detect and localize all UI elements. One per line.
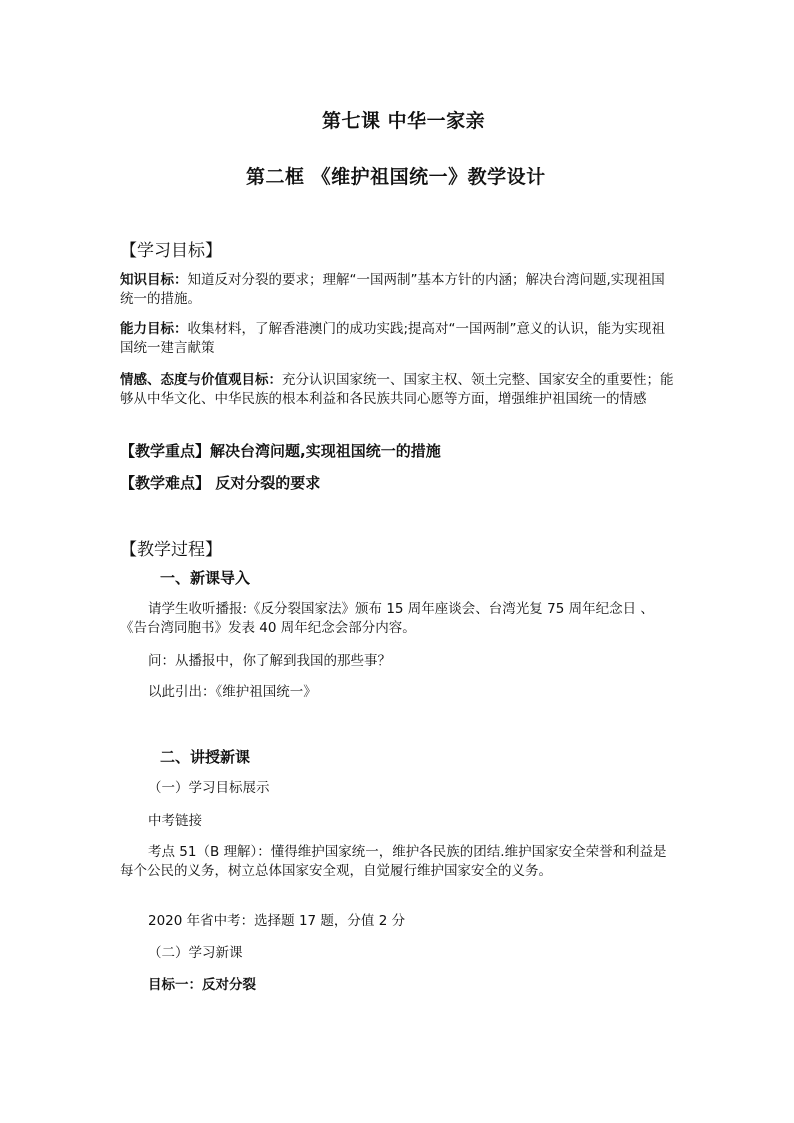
- ability-objective: [120, 320, 676, 358]
- objectives-heading: 【学习目标】: [120, 241, 222, 261]
- difficulty-text: 反对分裂的要求: [210, 474, 321, 492]
- subsection2-title: （二）学习新课: [148, 945, 243, 961]
- difficulty-label: 【教学难点】: [120, 474, 211, 492]
- difficulty-point: [120, 472, 320, 493]
- exam-point-paragraph: 考点 51（B 理解）：懂得维护国家统一，维护各民族的团结.维护国家安全荣誉和利益是每个公民的义务，树立总体国家安全观，自觉履行维护国家安全的义务。: [120, 844, 667, 879]
- objective-label: 情感、态度与价值观目标：: [120, 372, 282, 388]
- section2-title: 二、讲授新课: [160, 748, 251, 766]
- exam-2020-line: 2020 年省中考：选择题 17 题，分值 2 分: [148, 913, 406, 929]
- emotion-objective: [120, 371, 676, 409]
- objective-text: 充分认识国家统一、国家主权、领土完整、国家安全的重要性；能够从中华文化、中华民族的根本利益和各民族共同心愿等方面，增强维护祖国统一的情感: [120, 372, 674, 407]
- subsection1-title: （一）学习目标展示: [148, 780, 270, 796]
- lesson-title: 第七课 中华一家亲: [322, 110, 486, 132]
- objective-text: 收集材料，了解香港澳门的成功实践;提高对“一国两制”意义的认识，能为实现祖国统一建言献策: [120, 321, 666, 356]
- section1-paragraph1: 请学生收听播报:《反分裂国家法》颁布 15 周年座谈会、台湾光复 75 周年纪念日 、 《告台湾同胞书》发表 40 周年纪念会部分内容。: [120, 601, 654, 636]
- knowledge-objective: [120, 271, 676, 309]
- objective-text: 知道反对分裂的要求；理解“一国两制”基本方针的内涵；解决台湾问题,实现祖国统一的措施。: [120, 272, 665, 307]
- key-point: [120, 440, 441, 461]
- goal1-title: 目标一：反对分裂: [148, 977, 256, 993]
- key-point-text: 解决台湾问题,实现祖国统一的措施: [210, 442, 441, 460]
- objective-label: 知识目标：: [120, 272, 188, 288]
- exam-link-label: 中考链接: [148, 813, 202, 829]
- key-point-label: 【教学重点】: [120, 442, 211, 460]
- objective-label: 能力目标：: [120, 321, 188, 337]
- process-heading: 【教学过程】: [120, 540, 222, 560]
- section-title: 第二框 《维护祖国统一》教学设计: [246, 166, 546, 188]
- section1-title: 一、新课导入: [160, 569, 251, 587]
- section1-paragraph3: 以此引出：《维护祖国统一》: [148, 684, 317, 700]
- section1-paragraph2: 问：从播报中，你了解到我国的那些事？: [148, 653, 391, 669]
